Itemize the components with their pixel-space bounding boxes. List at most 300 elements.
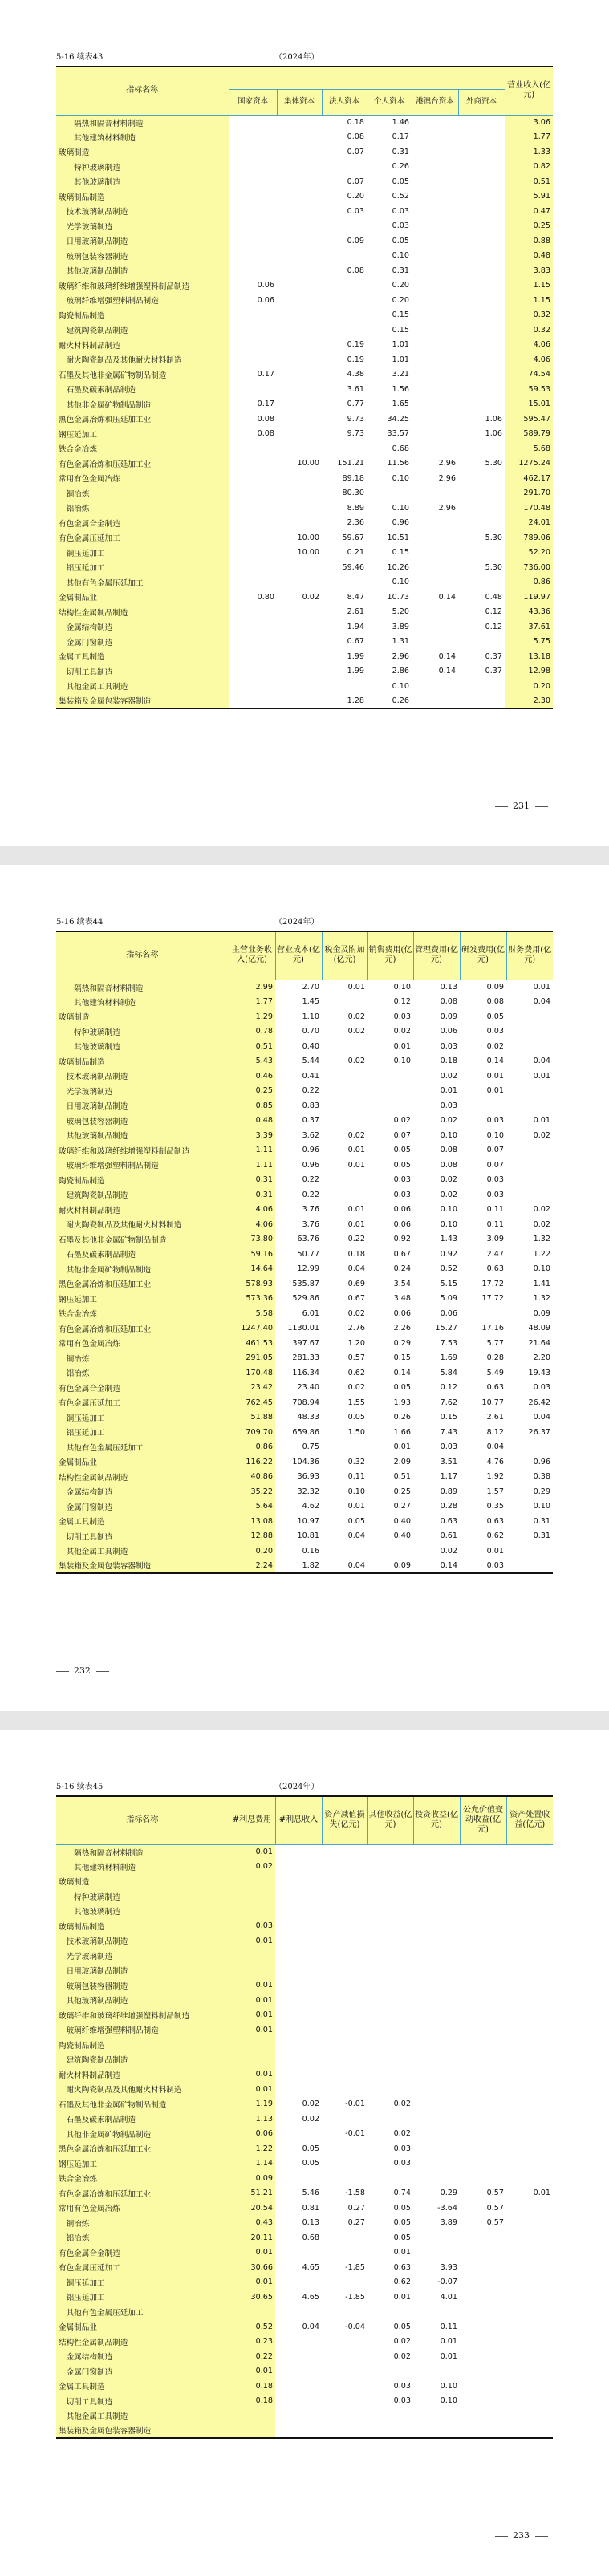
data-cell xyxy=(367,2038,413,2053)
data-cell xyxy=(506,1039,553,1054)
row-label: 铜冶炼 xyxy=(56,2216,229,2231)
data-cell: 2.96 xyxy=(438,473,456,483)
data-cell xyxy=(413,2052,460,2067)
data-cell: 0.14 xyxy=(486,1057,504,1066)
table-row xyxy=(56,516,553,531)
data-cell: 1.15 xyxy=(505,278,553,294)
data-cell: 51.21 xyxy=(229,2186,275,2201)
data-cell: 1.69 xyxy=(440,1353,457,1363)
page-232 xyxy=(0,865,609,1711)
data-cell: 2.76 xyxy=(347,1324,365,1333)
data-cell xyxy=(277,619,322,635)
data-cell: 1.65 xyxy=(392,400,409,409)
data-cell xyxy=(277,115,322,130)
data-cell xyxy=(229,263,277,278)
data-cell: 0.19 xyxy=(347,355,364,364)
row-label: 其他建筑材料制造 xyxy=(56,130,229,145)
data-cell: 0.01 xyxy=(533,983,550,992)
data-cell: 0.37 xyxy=(485,651,502,661)
data-cell: 0.31 xyxy=(392,266,409,275)
data-cell: 2.61 xyxy=(486,1413,504,1422)
data-cell xyxy=(229,1874,275,1889)
data-cell xyxy=(412,516,458,531)
data-cell xyxy=(322,2245,367,2261)
data-cell xyxy=(229,664,277,679)
col-header-total: 营业收入(亿元) xyxy=(505,67,553,115)
row-label: 玻璃包装容器制造 xyxy=(56,249,229,264)
table-row xyxy=(56,486,553,501)
data-cell: 116.34 xyxy=(292,1368,319,1377)
data-cell: 0.32 xyxy=(505,308,553,323)
data-cell: 0.03 xyxy=(440,1442,457,1452)
data-cell: 3.51 xyxy=(440,1457,457,1466)
data-cell xyxy=(229,352,277,367)
data-cell xyxy=(460,1993,506,2008)
data-cell: 0.31 xyxy=(533,1516,550,1526)
data-cell: 0.05 xyxy=(393,1160,411,1170)
data-cell xyxy=(460,2394,506,2409)
data-cell xyxy=(506,2319,553,2335)
col-header: 营业成本(亿元) xyxy=(275,931,322,980)
col-header: 税金及附加(亿元) xyxy=(322,931,367,980)
row-label: 金属工具制造 xyxy=(56,1514,229,1529)
data-cell xyxy=(458,263,505,278)
data-cell: 0.05 xyxy=(393,2322,411,2331)
data-cell xyxy=(277,649,322,664)
data-cell: 0.12 xyxy=(485,607,502,617)
data-cell: 0.15 xyxy=(393,1353,411,1363)
data-cell: 0.27 xyxy=(393,1502,411,1511)
row-label: 石墨及其他非金属矿物制品制造 xyxy=(56,2097,229,2112)
data-cell: 0.15 xyxy=(440,1413,457,1422)
data-cell: 0.57 xyxy=(486,2189,504,2198)
data-cell xyxy=(506,2022,553,2038)
data-cell xyxy=(458,397,505,412)
data-cell xyxy=(412,679,458,694)
data-cell xyxy=(412,575,458,590)
data-cell: 281.33 xyxy=(292,1353,319,1363)
data-cell xyxy=(506,1963,553,1978)
row-label: 结构性金属制品制造 xyxy=(56,605,229,620)
col-header: 主营业务收入(亿元) xyxy=(229,931,275,980)
col-header-name: 指标名称 xyxy=(56,67,229,115)
data-cell: 2.70 xyxy=(302,983,319,992)
data-cell xyxy=(460,2305,506,2320)
table-row xyxy=(56,1054,553,1069)
data-cell: 0.01 xyxy=(486,1086,504,1096)
data-cell: 15.27 xyxy=(435,1324,457,1333)
data-cell xyxy=(506,1158,553,1173)
data-cell xyxy=(506,1993,553,2008)
data-cell xyxy=(322,2364,367,2379)
table-row xyxy=(56,664,553,679)
data-cell: 5.49 xyxy=(486,1368,504,1377)
row-label: 光学玻璃制造 xyxy=(56,1949,229,1964)
data-cell xyxy=(275,1860,322,1875)
table-row xyxy=(56,1395,553,1410)
data-cell: 0.41 xyxy=(302,1071,319,1081)
data-cell: 0.05 xyxy=(393,2218,411,2228)
data-cell xyxy=(413,1949,460,1964)
data-cell: 0.08 xyxy=(486,997,504,1007)
table-row xyxy=(56,1440,553,1455)
data-cell xyxy=(412,382,458,397)
table-code: 5-16 续表45 xyxy=(56,1783,104,1791)
data-cell xyxy=(322,2008,367,2023)
data-cell xyxy=(275,2022,322,2038)
data-cell: 0.01 xyxy=(229,2022,275,2038)
data-cell: 2.47 xyxy=(486,1249,504,1259)
data-cell xyxy=(277,635,322,650)
row-label: 其他玻璃制造 xyxy=(56,174,229,189)
data-cell xyxy=(277,605,322,620)
data-cell xyxy=(367,2408,413,2424)
row-label: 铜冶炼 xyxy=(56,486,229,501)
data-cell: 1.11 xyxy=(229,1143,275,1158)
data-cell: 0.01 xyxy=(229,2275,275,2290)
data-cell: 0.61 xyxy=(440,1531,457,1541)
row-label: 金属门窗制造 xyxy=(56,2364,229,2379)
data-cell: 2.36 xyxy=(347,518,364,528)
row-label: 有色金属压延加工 xyxy=(56,2260,229,2275)
table-row xyxy=(56,1351,553,1366)
data-cell: 0.09 xyxy=(486,983,504,992)
row-label: 其他有色金属压延加工 xyxy=(56,575,229,590)
data-cell xyxy=(460,1949,506,1964)
data-cell xyxy=(275,2424,322,2439)
data-cell: 0.04 xyxy=(486,1442,504,1452)
data-cell: -0.01 xyxy=(345,2129,365,2139)
row-label: 有色金属冶炼和压延加工业 xyxy=(56,456,229,472)
data-cell: 1.77 xyxy=(229,995,275,1010)
data-cell xyxy=(277,501,322,516)
row-label: 玻璃纤维和玻璃纤维增强塑料制品制造 xyxy=(56,278,229,294)
data-cell xyxy=(412,560,458,575)
data-cell: 529.86 xyxy=(292,1294,319,1304)
data-cell xyxy=(412,115,458,130)
row-label: 光学玻璃制造 xyxy=(56,1084,229,1099)
data-cell xyxy=(277,189,322,205)
data-cell: 3.76 xyxy=(302,1205,319,1215)
data-cell: -3.64 xyxy=(437,2203,457,2213)
data-cell xyxy=(322,2022,367,2038)
data-cell xyxy=(458,471,505,486)
data-cell: 10.00 xyxy=(297,459,319,469)
data-cell: 14.64 xyxy=(229,1262,275,1277)
row-label: 其他玻璃制造 xyxy=(56,1039,229,1054)
data-cell xyxy=(277,278,322,294)
data-cell: 3.54 xyxy=(393,1279,411,1288)
data-cell: 0.40 xyxy=(393,1531,411,1541)
data-cell: 13.08 xyxy=(229,1514,275,1529)
data-cell: 291.05 xyxy=(229,1351,275,1366)
data-cell: 0.05 xyxy=(347,1413,365,1422)
table-row xyxy=(56,1844,553,1860)
table-row xyxy=(56,2186,553,2201)
data-cell xyxy=(413,2082,460,2097)
data-cell: 0.17 xyxy=(392,132,409,142)
data-cell xyxy=(506,1844,553,1860)
data-cell xyxy=(412,144,458,160)
data-cell: 3.93 xyxy=(440,2262,457,2272)
data-cell: 0.52 xyxy=(392,192,409,201)
data-cell: 0.96 xyxy=(392,518,409,528)
data-cell xyxy=(412,160,458,175)
data-cell: 0.07 xyxy=(347,176,364,186)
row-label: 耐火材料制品制造 xyxy=(56,338,229,353)
data-cell xyxy=(322,1978,367,1994)
data-cell xyxy=(322,293,367,308)
data-cell: 9.73 xyxy=(347,429,364,439)
data-cell xyxy=(367,1084,413,1099)
data-cell xyxy=(412,293,458,308)
table-row xyxy=(56,338,553,353)
row-label: 玻璃纤维增强塑料制品制造 xyxy=(56,1158,229,1173)
data-cell: 0.68 xyxy=(302,2233,319,2242)
data-cell: 73.80 xyxy=(229,1232,275,1247)
row-label: 其他玻璃制品制造 xyxy=(56,1128,229,1143)
data-cell xyxy=(322,1844,367,1860)
data-cell xyxy=(275,1889,322,1905)
row-label: 黑色金属冶炼和压延加工业 xyxy=(56,1276,229,1292)
data-cell xyxy=(367,1949,413,1964)
row-label: 有色金属压延加工 xyxy=(56,530,229,546)
data-cell: 0.09 xyxy=(347,236,364,245)
data-cell xyxy=(506,2394,553,2409)
data-cell: 3.09 xyxy=(486,1235,504,1244)
table-row xyxy=(56,546,553,561)
data-cell: 0.02 xyxy=(393,1116,411,1126)
data-cell xyxy=(277,560,322,575)
data-cell: 8.47 xyxy=(347,592,364,602)
data-cell: 2.26 xyxy=(393,1324,411,1333)
table-row xyxy=(56,2022,553,2038)
table-row xyxy=(56,1009,553,1024)
table-row xyxy=(56,2408,553,2424)
table-row xyxy=(56,1454,553,1470)
table-row xyxy=(56,1143,553,1158)
data-cell xyxy=(458,694,505,709)
data-cell: 0.03 xyxy=(486,1116,504,1126)
data-cell: 6.01 xyxy=(302,1308,319,1318)
data-cell xyxy=(367,2022,413,2038)
data-cell: 0.75 xyxy=(302,1442,319,1452)
table-row xyxy=(56,1381,553,1396)
data-cell xyxy=(458,278,505,294)
data-cell: 4.65 xyxy=(302,2292,319,2302)
table-row xyxy=(56,679,553,694)
data-cell xyxy=(229,2408,275,2424)
table-row xyxy=(56,1084,553,1099)
data-cell: 0.38 xyxy=(533,1472,550,1482)
data-cell: 1.31 xyxy=(392,637,409,647)
row-label: 隔热和隔音材料制造 xyxy=(56,1844,229,1860)
data-cell xyxy=(413,1889,460,1905)
data-cell: 0.02 xyxy=(393,2351,411,2361)
data-cell: 1.01 xyxy=(392,355,409,364)
data-cell: 535.87 xyxy=(292,1279,319,1288)
row-label: 常用有色金属冶炼 xyxy=(56,2201,229,2216)
data-cell: 0.19 xyxy=(347,340,364,350)
table-row xyxy=(56,1128,553,1143)
table-row xyxy=(56,2424,553,2439)
data-cell: 34.25 xyxy=(387,414,409,424)
data-cell xyxy=(506,2008,553,2023)
data-cell: 3.06 xyxy=(505,115,553,130)
data-cell: 0.01 xyxy=(533,1071,550,1081)
data-cell: 4.06 xyxy=(229,1203,275,1218)
table-row xyxy=(56,501,553,516)
data-cell: 0.04 xyxy=(347,1560,365,1570)
table-row xyxy=(56,1860,553,1875)
data-cell: 0.03 xyxy=(486,1175,504,1185)
data-cell xyxy=(412,204,458,219)
data-cell: 0.08 xyxy=(257,429,274,439)
data-cell xyxy=(229,338,277,353)
table-row xyxy=(56,1173,553,1188)
data-cell xyxy=(412,694,458,709)
data-cell: 0.62 xyxy=(347,1368,365,1377)
data-cell: 0.69 xyxy=(347,1279,365,1288)
data-cell xyxy=(460,2067,506,2083)
row-label: 铜压延加工 xyxy=(56,546,229,561)
data-cell: 0.22 xyxy=(302,1175,319,1185)
data-cell: 0.25 xyxy=(393,1487,411,1496)
data-cell: 0.26 xyxy=(392,696,409,705)
data-cell: 0.63 xyxy=(486,1264,504,1274)
data-cell xyxy=(413,2038,460,2053)
data-cell xyxy=(458,501,505,516)
row-label: 金属结构制造 xyxy=(56,1484,229,1499)
data-cell: 5.46 xyxy=(302,2189,319,2198)
data-cell xyxy=(322,995,367,1010)
data-cell xyxy=(229,160,277,175)
col-header: 财务费用(亿元) xyxy=(506,931,553,980)
data-cell: 7.53 xyxy=(440,1338,457,1348)
data-cell xyxy=(460,1933,506,1949)
data-cell: 0.06 xyxy=(393,1205,411,1215)
data-cell: 0.06 xyxy=(440,1027,457,1036)
row-label: 钢压延加工 xyxy=(56,427,229,442)
data-cell: 0.10 xyxy=(440,1205,457,1215)
row-label: 石墨及碳素制品制造 xyxy=(56,382,229,397)
data-cell: 0.26 xyxy=(393,1413,411,1422)
stat-table xyxy=(56,66,553,709)
row-label: 耐火材料制品制造 xyxy=(56,1203,229,1218)
data-cell xyxy=(460,2408,506,2424)
data-cell xyxy=(275,2082,322,2097)
data-cell: 1.33 xyxy=(505,144,553,160)
data-cell: 0.01 xyxy=(229,2008,275,2023)
data-cell: 789.06 xyxy=(505,530,553,546)
row-label: 陶瓷制品制造 xyxy=(56,2038,229,2053)
data-cell xyxy=(506,2305,553,2320)
data-cell: 0.02 xyxy=(440,1190,457,1199)
data-cell: 0.03 xyxy=(393,1175,411,1185)
data-cell xyxy=(506,1860,553,1875)
data-cell xyxy=(322,1963,367,1978)
data-cell: 23.42 xyxy=(229,1381,275,1396)
data-cell: 1.32 xyxy=(533,1235,550,1244)
data-cell xyxy=(275,2067,322,2083)
data-cell: 0.02 xyxy=(393,2129,411,2139)
data-cell: 0.01 xyxy=(229,1844,275,1860)
table-row xyxy=(56,2260,553,2275)
data-cell xyxy=(506,1874,553,1889)
data-cell xyxy=(458,323,505,338)
data-cell xyxy=(277,694,322,709)
row-label: 玻璃制品制造 xyxy=(56,1919,229,1934)
data-cell xyxy=(458,160,505,175)
data-cell: 0.22 xyxy=(302,1190,319,1199)
data-cell xyxy=(277,249,322,264)
data-cell xyxy=(367,2052,413,2067)
data-cell xyxy=(506,2379,553,2394)
data-cell: 4.01 xyxy=(440,2292,457,2302)
data-cell xyxy=(506,2067,553,2083)
data-cell xyxy=(460,2349,506,2364)
data-cell: 0.13 xyxy=(440,983,457,992)
row-label: 技术玻璃制品制造 xyxy=(56,204,229,219)
data-cell: 0.05 xyxy=(393,2203,411,2213)
data-cell xyxy=(460,2230,506,2245)
data-cell: 0.03 xyxy=(392,206,409,216)
table-row xyxy=(56,1292,553,1307)
data-cell xyxy=(229,219,277,234)
data-cell: 1.22 xyxy=(229,2141,275,2156)
table-row xyxy=(56,219,553,234)
data-cell: 0.02 xyxy=(440,1546,457,1556)
data-cell xyxy=(460,2141,506,2156)
data-cell xyxy=(275,2038,322,2053)
table-row xyxy=(56,1187,553,1203)
col-header-name: 指标名称 xyxy=(56,1796,229,1844)
col-header: 公允价值变动收益(亿元) xyxy=(460,1796,506,1844)
table-row xyxy=(56,649,553,664)
row-label: 切削工具制造 xyxy=(56,664,229,679)
data-cell xyxy=(458,352,505,367)
data-cell xyxy=(322,1949,367,1964)
data-cell xyxy=(506,1173,553,1188)
data-cell: 0.01 xyxy=(347,1160,365,1170)
data-cell: 0.21 xyxy=(347,548,364,558)
data-cell: 2.20 xyxy=(533,1353,550,1363)
data-cell: 0.10 xyxy=(347,1487,365,1496)
data-cell: 0.62 xyxy=(393,2278,411,2287)
table-row xyxy=(56,160,553,175)
data-cell xyxy=(322,679,367,694)
data-cell: 26.37 xyxy=(528,1427,550,1437)
table-row xyxy=(56,1203,553,1218)
data-cell: 170.48 xyxy=(505,501,553,516)
data-cell: 0.08 xyxy=(440,997,457,1007)
table-row xyxy=(56,2082,553,2097)
row-label: 其他金属工具制造 xyxy=(56,1544,229,1559)
data-cell xyxy=(506,1978,553,1994)
data-cell: 0.22 xyxy=(302,1086,319,1096)
data-cell xyxy=(229,1949,275,1964)
data-cell xyxy=(413,2245,460,2261)
data-cell xyxy=(229,516,277,531)
data-cell xyxy=(506,1904,553,1919)
table-row xyxy=(56,263,553,278)
data-cell xyxy=(412,323,458,338)
row-label: 特种玻璃制造 xyxy=(56,1024,229,1040)
data-cell: 59.16 xyxy=(229,1247,275,1262)
data-cell xyxy=(458,441,505,456)
data-cell xyxy=(460,1098,506,1114)
data-cell xyxy=(322,249,367,264)
